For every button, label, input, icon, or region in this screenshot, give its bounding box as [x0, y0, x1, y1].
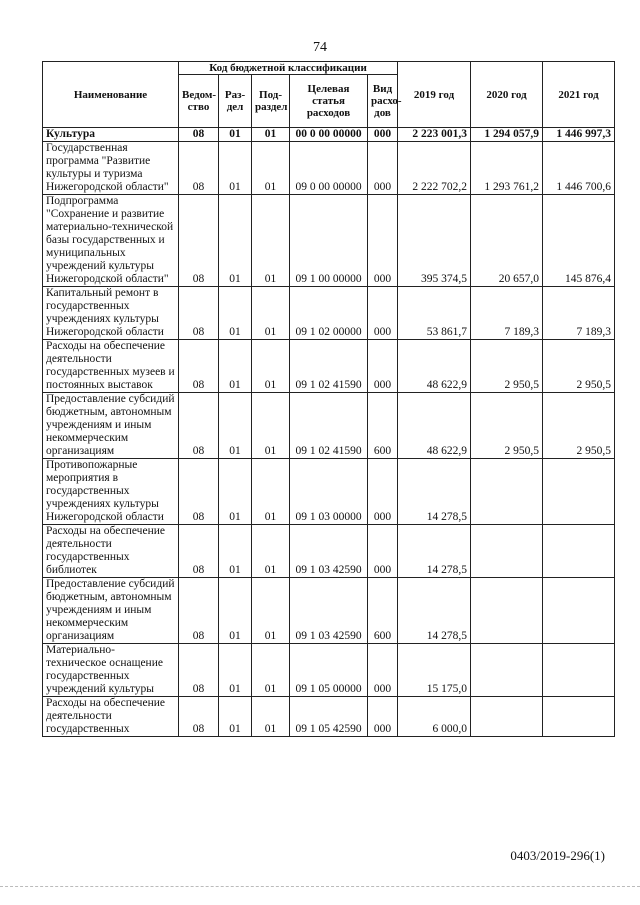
- table-row: [43, 697, 615, 737]
- row-razdel: 01: [219, 644, 252, 697]
- row-vedomstvo: 08: [179, 697, 219, 737]
- table-row: [43, 128, 615, 142]
- row-celevaya-statya: 09 1 03 00000: [290, 459, 368, 525]
- row-name: Расходы на обеспечение деятельности государственных музеев и постоянных выставок: [43, 340, 179, 393]
- row-vid: 000: [368, 195, 398, 287]
- row-2020: 1 294 057,9: [471, 128, 543, 142]
- row-vedomstvo: 08: [179, 578, 219, 644]
- row-podrazdel: 01: [252, 195, 290, 287]
- row-vid: 000: [368, 142, 398, 195]
- row-2019: 53 861,7: [398, 287, 471, 340]
- document-code: 0403/2019-296(1): [510, 848, 605, 863]
- header-vid-raskhodov: Вид расхо-дов: [368, 75, 398, 128]
- row-2020: [471, 459, 543, 525]
- header-name: Наименование: [43, 62, 179, 128]
- row-2019: 48 622,9: [398, 340, 471, 393]
- row-2020: 2 950,5: [471, 340, 543, 393]
- table-row: [43, 340, 615, 393]
- row-vid: 000: [368, 459, 398, 525]
- row-2020: [471, 644, 543, 697]
- header-celevaya-statya: Целевая статья расходов: [290, 75, 368, 128]
- table-row: [43, 142, 615, 195]
- row-podrazdel: 01: [252, 128, 290, 142]
- row-podrazdel: 01: [252, 525, 290, 578]
- row-2019: 14 278,5: [398, 525, 471, 578]
- table-row: [43, 459, 615, 525]
- row-2020: 7 189,3: [471, 287, 543, 340]
- budget-table: [42, 61, 615, 737]
- row-celevaya-statya: 09 1 02 41590: [290, 340, 368, 393]
- row-2021: 2 950,5: [543, 393, 615, 459]
- row-razdel: 01: [219, 525, 252, 578]
- row-podrazdel: 01: [252, 578, 290, 644]
- row-vedomstvo: 08: [179, 525, 219, 578]
- row-2020: [471, 578, 543, 644]
- row-2021: [543, 525, 615, 578]
- row-2019: 2 223 001,3: [398, 128, 471, 142]
- header-2019: 2019 год: [398, 62, 471, 128]
- table-row: [43, 287, 615, 340]
- row-vid: 000: [368, 697, 398, 737]
- header-razdel: Раз-дел: [219, 75, 252, 128]
- row-2021: 7 189,3: [543, 287, 615, 340]
- row-2021: [543, 644, 615, 697]
- row-name: Подпрограмма "Сохранение и развитие материально-технической базы государственных и муниципальных учреждений культуры Нижегородской области": [43, 195, 179, 287]
- row-2020: 1 293 761,2: [471, 142, 543, 195]
- row-2020: 2 950,5: [471, 393, 543, 459]
- table-row: [43, 195, 615, 287]
- row-celevaya-statya: 09 1 05 00000: [290, 644, 368, 697]
- row-vedomstvo: 08: [179, 459, 219, 525]
- row-podrazdel: 01: [252, 393, 290, 459]
- row-vedomstvo: 08: [179, 644, 219, 697]
- row-2019: 48 622,9: [398, 393, 471, 459]
- row-name: Культура: [43, 128, 179, 142]
- row-vid: 000: [368, 525, 398, 578]
- row-podrazdel: 01: [252, 340, 290, 393]
- row-2020: 20 657,0: [471, 195, 543, 287]
- table-row: [43, 393, 615, 459]
- row-2021: 1 446 700,6: [543, 142, 615, 195]
- row-name: Капитальный ремонт в государственных учреждениях культуры Нижегородской области: [43, 287, 179, 340]
- row-name: Расходы на обеспечение деятельности государственных: [43, 697, 179, 737]
- row-2019: 2 222 702,2: [398, 142, 471, 195]
- row-razdel: 01: [219, 393, 252, 459]
- header-podrazdel: Под-раздел: [252, 75, 290, 128]
- header-vedomstvo: Ведом-ство: [179, 75, 219, 128]
- row-celevaya-statya: 09 1 05 42590: [290, 697, 368, 737]
- row-name: Предоставление субсидий бюджетным, автономным учреждениям и иным некоммерческим организациям: [43, 578, 179, 644]
- header-2021: 2021 год: [543, 62, 615, 128]
- row-razdel: 01: [219, 287, 252, 340]
- row-podrazdel: 01: [252, 697, 290, 737]
- row-2021: 1 446 997,3: [543, 128, 615, 142]
- row-name: Материально-техническое оснащение государственных учреждений культуры: [43, 644, 179, 697]
- row-2019: 6 000,0: [398, 697, 471, 737]
- row-celevaya-statya: 09 1 03 42590: [290, 525, 368, 578]
- table-row: [43, 578, 615, 644]
- row-2021: 145 876,4: [543, 195, 615, 287]
- row-celevaya-statya: 09 1 03 42590: [290, 578, 368, 644]
- row-2021: [543, 459, 615, 525]
- row-name: Противопожарные мероприятия в государственных учреждениях культуры Нижегородской области: [43, 459, 179, 525]
- row-podrazdel: 01: [252, 459, 290, 525]
- table-row: [43, 644, 615, 697]
- table-row: [43, 525, 615, 578]
- row-celevaya-statya: 09 1 00 00000: [290, 195, 368, 287]
- row-vedomstvo: 08: [179, 393, 219, 459]
- row-2021: [543, 697, 615, 737]
- row-2019: 15 175,0: [398, 644, 471, 697]
- row-2020: [471, 697, 543, 737]
- row-podrazdel: 01: [252, 142, 290, 195]
- row-razdel: 01: [219, 128, 252, 142]
- row-2021: 2 950,5: [543, 340, 615, 393]
- row-name: Расходы на обеспечение деятельности государственных библиотек: [43, 525, 179, 578]
- row-2019: 395 374,5: [398, 195, 471, 287]
- row-2019: 14 278,5: [398, 459, 471, 525]
- row-podrazdel: 01: [252, 644, 290, 697]
- row-vid: 000: [368, 128, 398, 142]
- row-celevaya-statya: 09 0 00 00000: [290, 142, 368, 195]
- row-razdel: 01: [219, 142, 252, 195]
- row-vedomstvo: 08: [179, 287, 219, 340]
- row-celevaya-statya: 09 1 02 00000: [290, 287, 368, 340]
- row-2021: [543, 578, 615, 644]
- row-vid: 600: [368, 578, 398, 644]
- page-bottom-rule: [0, 886, 640, 887]
- row-podrazdel: 01: [252, 287, 290, 340]
- row-2020: [471, 525, 543, 578]
- header-kbk-group: Код бюджетной классификации: [179, 62, 398, 75]
- row-razdel: 01: [219, 195, 252, 287]
- row-2019: 14 278,5: [398, 578, 471, 644]
- row-name: Государственная программа "Развитие культуры и туризма Нижегородской области": [43, 142, 179, 195]
- row-razdel: 01: [219, 697, 252, 737]
- header-2020: 2020 год: [471, 62, 543, 128]
- row-vid: 000: [368, 340, 398, 393]
- row-vid: 000: [368, 287, 398, 340]
- row-celevaya-statya: 00 0 00 00000: [290, 128, 368, 142]
- page-number: 74: [313, 40, 327, 55]
- row-vedomstvo: 08: [179, 128, 219, 142]
- row-vid: 000: [368, 644, 398, 697]
- row-razdel: 01: [219, 340, 252, 393]
- row-vid: 600: [368, 393, 398, 459]
- row-razdel: 01: [219, 578, 252, 644]
- row-celevaya-statya: 09 1 02 41590: [290, 393, 368, 459]
- row-vedomstvo: 08: [179, 195, 219, 287]
- row-vedomstvo: 08: [179, 340, 219, 393]
- row-name: Предоставление субсидий бюджетным, автономным учреждениям и иным некоммерческим организациям: [43, 393, 179, 459]
- row-vedomstvo: 08: [179, 142, 219, 195]
- row-razdel: 01: [219, 459, 252, 525]
